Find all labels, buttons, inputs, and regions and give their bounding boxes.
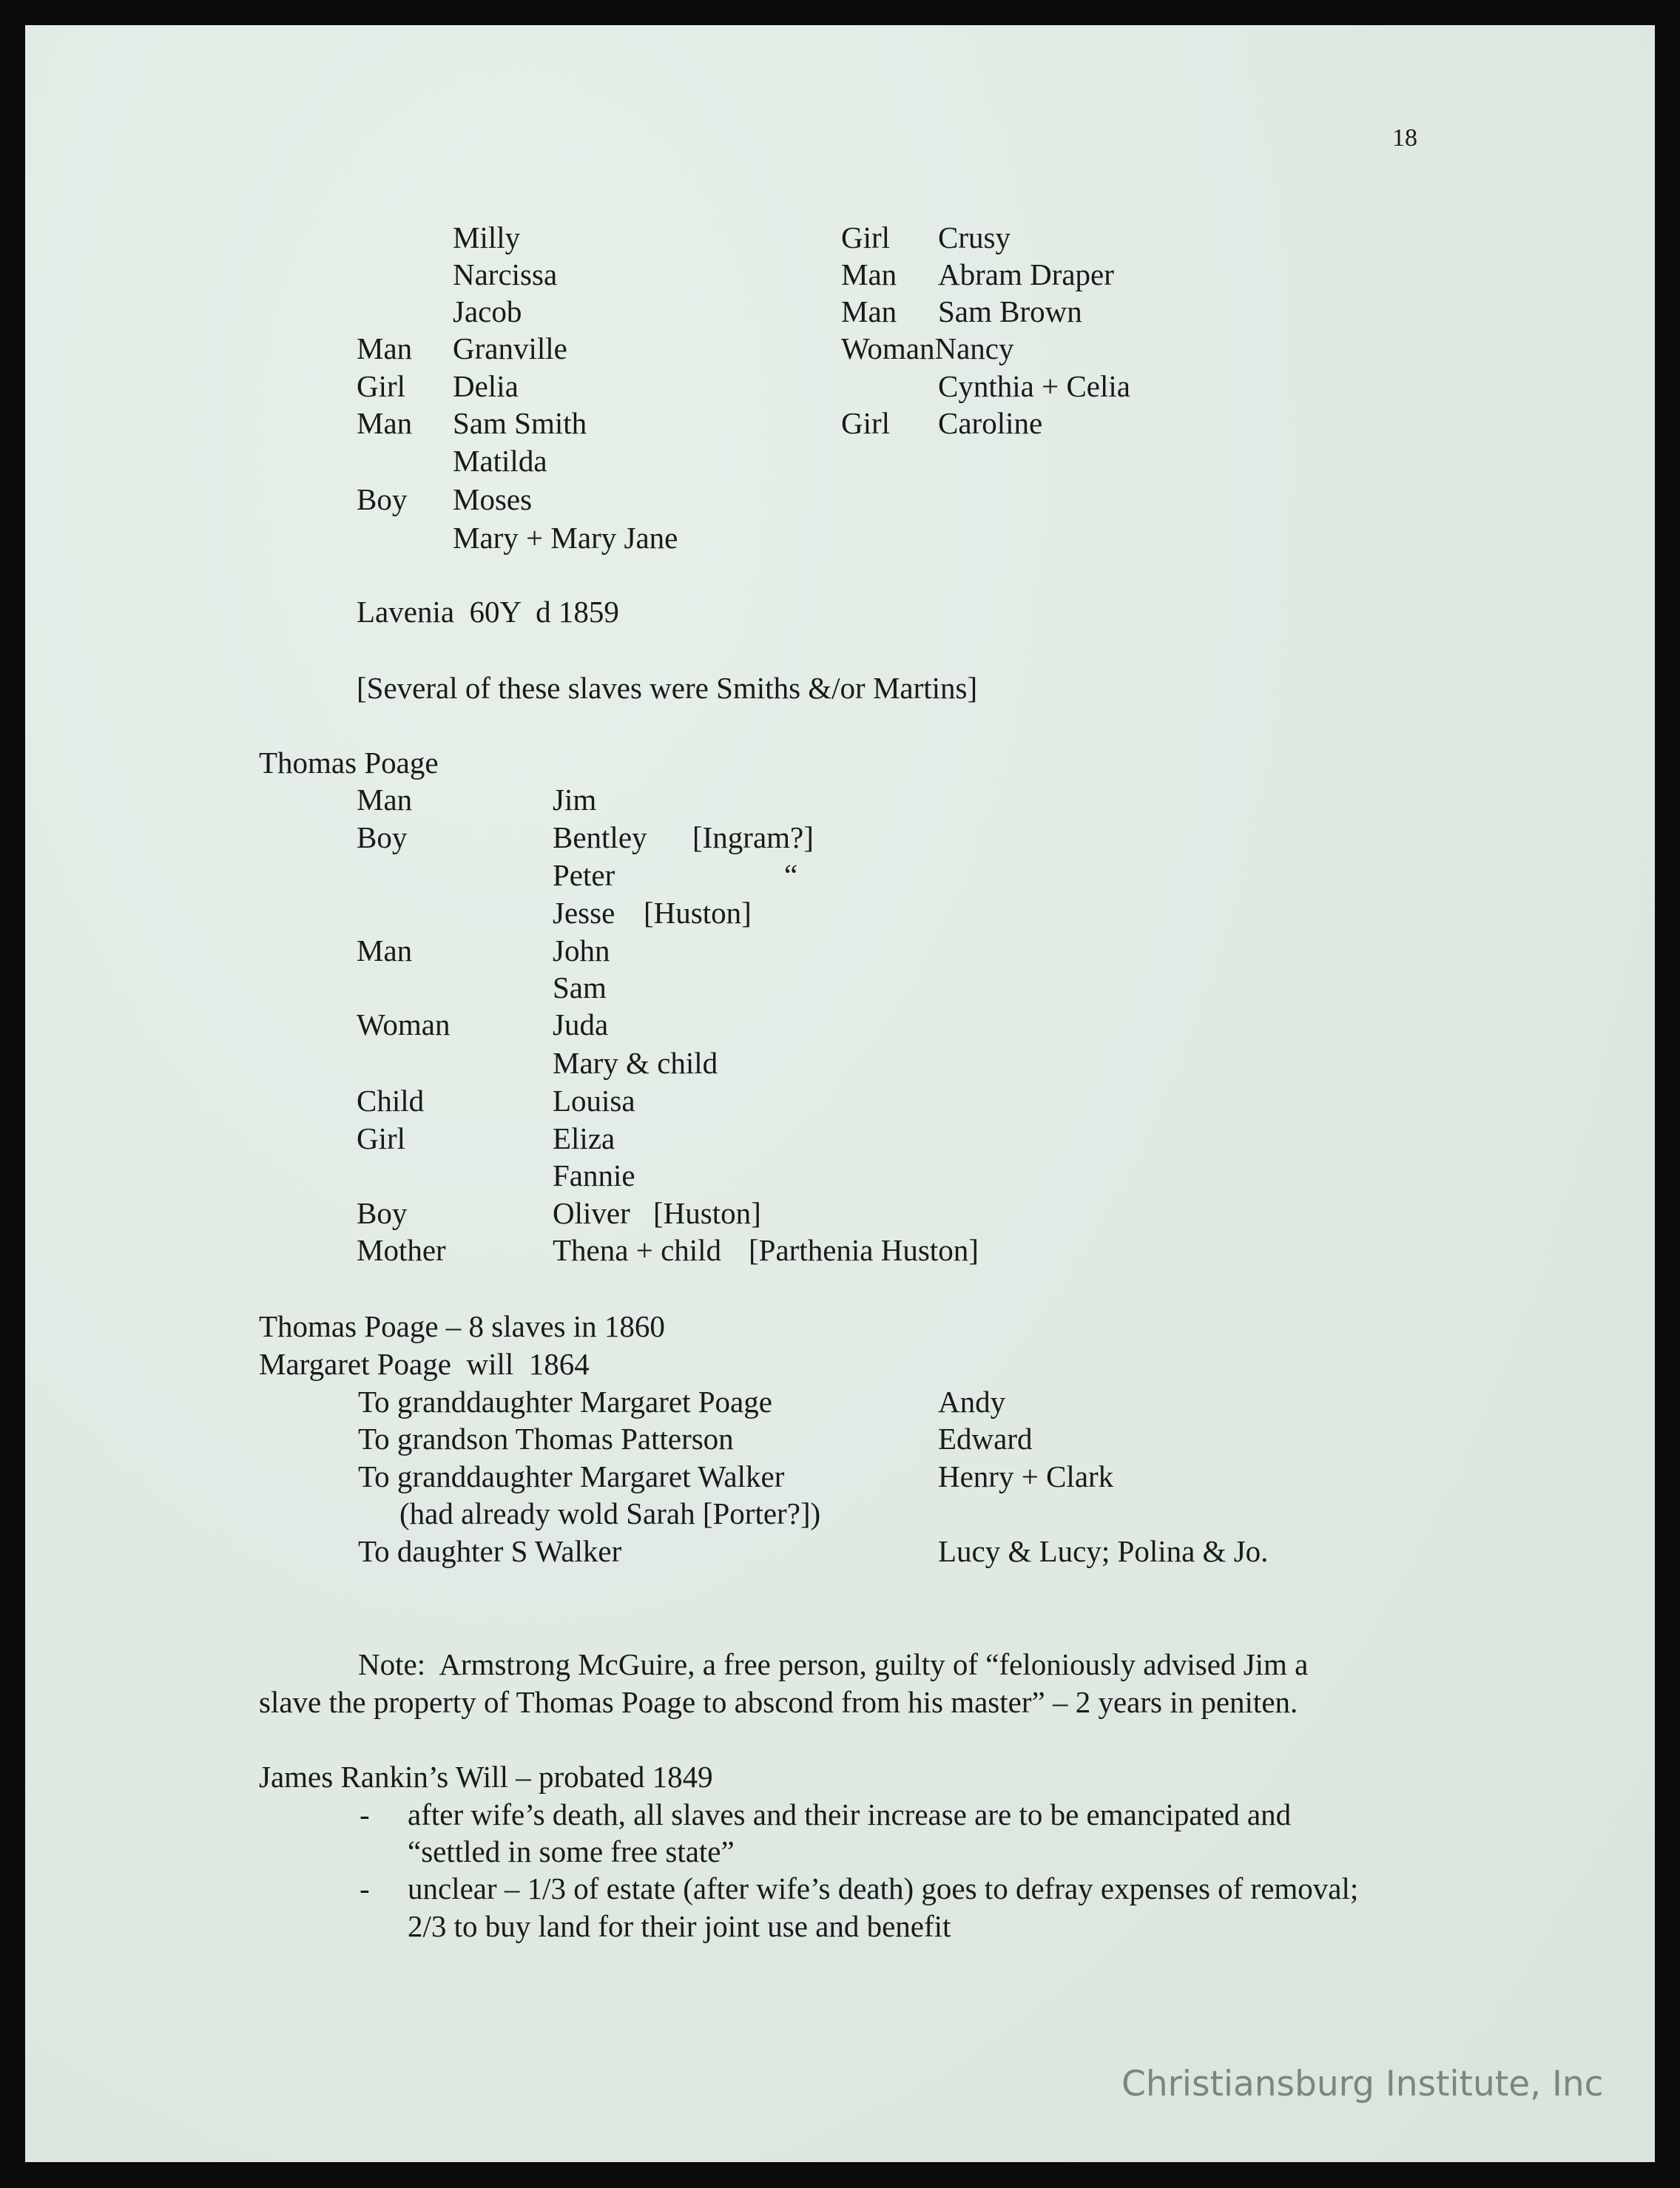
poage-note: “ [784,858,798,892]
list-name: Narcissa [453,257,558,291]
list-name: Abram Draper [938,257,1114,291]
list-label: Man [841,257,897,291]
poage-label: Mother [357,1233,446,1267]
mcguire-note-line1: Note: Armstrong McGuire, a free person, guilty of “feloniously advised Jim a [358,1647,1309,1681]
poage-name: Fannie [553,1158,635,1192]
mcguire-note-line2: slave the property of Thomas Poage to abscond from his master” – 2 years in peniten. [259,1685,1298,1719]
poage-label: Boy [357,1196,408,1230]
poage-label: Man [357,783,413,817]
list-name: Delia [453,369,519,403]
list-label: Man [357,406,413,440]
list-name: Milly [453,220,521,254]
list-name: Matilda [453,444,547,478]
poage-name: Eliza [553,1121,615,1155]
smiths-note: [Several of these slaves were Smiths &/or Martins] [357,671,978,705]
will-recipient: To grandson Thomas Patterson [358,1422,734,1456]
poage-name: Oliver [553,1196,630,1230]
poage-label: Child [357,1084,425,1118]
will-recipient: To granddaughter Margaret Walker [358,1459,785,1493]
poage-name: Bentley [553,820,647,854]
bullet-line: “settled in some free state” [408,1834,735,1868]
list-name: Mary + Mary Jane [453,521,678,555]
section-heading: James Rankin’s Will – probated 1849 [259,1760,713,1794]
poage-name: Jim [553,783,597,817]
list-name: Crusy [938,220,1011,254]
slaves-1860-line: Thomas Poage – 8 slaves in 1860 [259,1309,665,1343]
list-name: Jacob [453,294,522,328]
poage-name: Sam [553,970,607,1004]
lavenia-line: Lavenia 60Y d 1859 [357,595,619,629]
will-slaves: Andy [938,1385,1006,1419]
poage-label: Man [357,933,413,968]
bullet-marker: - [360,1797,370,1831]
will-recipient: To daughter S Walker [358,1534,622,1568]
list-name: Cynthia + Celia [938,369,1130,403]
list-label: Boy [357,482,408,516]
poage-label: Woman [357,1007,451,1041]
poage-name: Juda [553,1007,609,1041]
list-label: Girl [841,220,891,254]
document-page [25,25,1655,2162]
poage-name: Louisa [553,1084,635,1118]
poage-name: Thena + child [553,1233,722,1267]
list-name: Granville [453,331,567,365]
bullet-line: unclear – 1/3 of estate (after wife’s death) goes to defray expenses of removal; [408,1871,1359,1905]
bullet-line: 2/3 to buy land for their joint use and benefit [408,1909,951,1943]
watermark-text: Christiansburg Institute, Inc [1121,2064,1604,2104]
section-heading: Margaret Poage will 1864 [259,1347,590,1381]
will-recipient: (had already wold Sarah [Porter?]) [399,1496,821,1530]
bullet-marker: - [360,1871,370,1905]
poage-note: [Huston] [653,1196,761,1230]
list-label: WomanNancy [841,331,1014,365]
poage-name: Peter [553,858,615,892]
list-label: Man [841,294,897,328]
poage-label: Boy [357,820,408,854]
poage-note: [Ingram?] [692,820,814,854]
poage-note: [Parthenia Huston] [749,1233,979,1267]
bullet-line: after wife’s death, all slaves and their increase are to be emancipated and [408,1797,1292,1831]
list-name: Sam Brown [938,294,1082,328]
poage-note: [Huston] [644,896,752,930]
poage-name: Mary & child [553,1046,718,1080]
will-slaves: Lucy & Lucy; Polina & Jo. [938,1534,1269,1568]
will-slaves: Henry + Clark [938,1459,1114,1493]
page-number: 18 [1392,124,1417,152]
list-label: Man [357,331,413,365]
poage-label: Girl [357,1121,406,1155]
poage-name: Jesse [553,896,615,930]
list-name: Moses [453,482,533,516]
will-recipient: To granddaughter Margaret Poage [358,1385,772,1419]
will-slaves: Edward [938,1422,1033,1456]
poage-name: John [553,933,610,968]
list-label: Girl [357,369,406,403]
list-label: Girl [841,406,891,440]
list-name: Sam Smith [453,406,587,440]
list-name: Caroline [938,406,1043,440]
section-heading: Thomas Poage [259,746,439,780]
